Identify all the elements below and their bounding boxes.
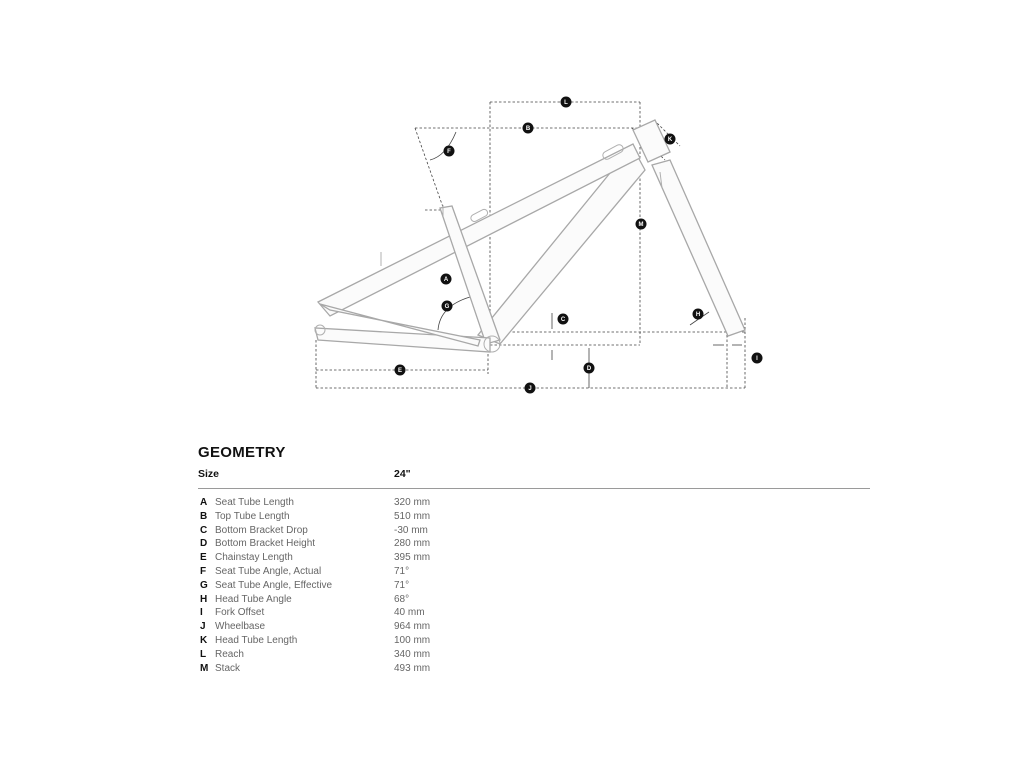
geometry-row [198,648,598,662]
geometry-row-letter: C [200,524,208,536]
svg-text:F: F [447,149,451,156]
geometry-row [198,620,598,634]
geometry-row-name: Head Tube Angle [215,593,292,605]
geometry-row [198,606,598,620]
badge-L [561,97,572,108]
svg-text:J: J [528,386,532,393]
svg-text:H: H [695,312,701,319]
geometry-row-value: 280 mm [394,538,431,550]
svg-text:M: M [638,222,644,229]
geometry-row-letter: G [200,579,208,591]
geometry-row [198,524,598,538]
dimension-lines [316,102,745,388]
badge-I [752,353,763,364]
geometry-row-name: Reach [215,648,244,660]
geometry-row-value: 100 mm [394,634,431,646]
svg-text:I: I [756,356,758,363]
geometry-row [198,634,598,648]
geometry-row-letter: B [200,510,208,522]
badge-B [523,123,534,134]
badge-E [395,365,406,376]
svg-text:D: D [586,366,592,373]
geometry-row-letter: J [200,621,206,633]
geometry-row-name: Wheelbase [215,621,266,633]
geometry-row-letter: K [200,634,208,646]
geometry-row [198,579,598,593]
geometry-row-value: 320 mm [394,497,431,508]
geometry-row-name: Bottom Bracket Height [215,538,316,550]
geometry-row [198,510,598,524]
geometry-row-letter: M [200,662,209,674]
geometry-table [198,496,598,675]
size-value: 24" [394,468,411,480]
badge-J [525,383,536,394]
svg-text:E: E [397,368,403,375]
badge-M [636,219,647,230]
svg-text:B: B [525,126,531,133]
svg-text:G: G [444,304,450,311]
svg-text:C: C [560,317,566,324]
geometry-row-letter: L [200,648,207,660]
geometry-row [198,593,598,607]
geometry-row-letter: E [200,552,207,564]
geometry-row [198,662,598,676]
geometry-row-name: Top Tube Length [215,510,290,522]
badge-K [665,134,676,145]
geometry-row-name: Fork Offset [215,607,265,619]
geometry-row [198,496,598,510]
geometry-row-value: 68° [394,593,410,605]
badge-D [584,363,595,374]
geometry-row-value: 395 mm [394,552,431,564]
badge-H [693,309,704,320]
geometry-row-name: Seat Tube Angle, Effective [215,579,333,591]
geometry-row-value: 40 mm [394,607,425,619]
geometry-row-value: 510 mm [394,510,431,522]
geometry-row-letter: I [200,607,203,619]
geometry-row-name: Chainstay Length [215,552,293,564]
geometry-row-name: Seat Tube Angle, Actual [215,565,322,577]
geometry-row [198,537,598,551]
badge-G [442,301,453,312]
geometry-row-letter: F [200,565,207,577]
geometry-row-value: 964 mm [394,621,431,633]
geometry-row-name: Bottom Bracket Drop [215,524,308,536]
geometry-row-value: 493 mm [394,662,431,674]
size-label: Size [198,468,220,480]
geometry-row [198,551,598,565]
geometry-row-letter: A [200,497,208,508]
svg-text:L: L [564,100,568,107]
geometry-row-value: 71° [394,565,410,577]
badge-F [444,146,455,157]
size-header-row [198,468,870,489]
badge-C [558,314,569,325]
geometry-row [198,565,598,579]
geometry-row-value: 340 mm [394,648,431,660]
geometry-row-name: Stack [215,662,241,674]
svg-text:A: A [443,277,449,284]
geometry-row-value: -30 mm [394,524,428,536]
geometry-row-name: Seat Tube Length [215,497,294,508]
geometry-row-value: 71° [394,579,410,591]
svg-text:K: K [667,137,673,144]
geometry-row-name: Head Tube Length [215,634,298,646]
geometry-title: GEOMETRY [198,444,286,461]
geometry-row-letter: H [200,593,208,605]
bike-frame [315,120,745,352]
geometry-row-letter: D [200,538,208,550]
badge-A [441,274,452,285]
